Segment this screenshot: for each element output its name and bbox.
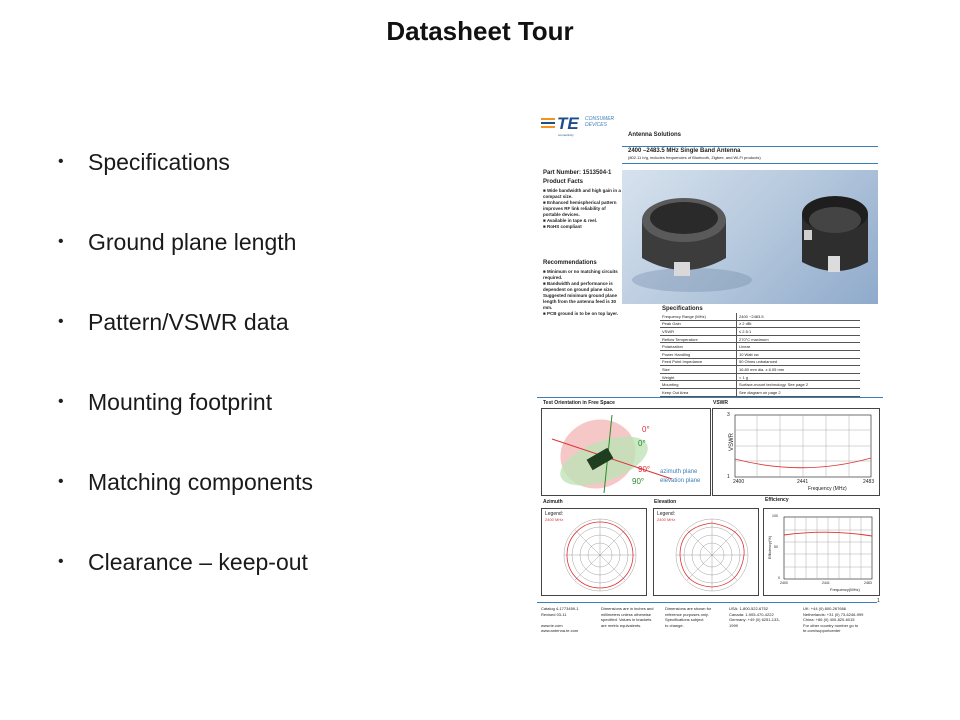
vswr-chart: [712, 408, 880, 496]
efficiency-title: Efficiency: [765, 497, 789, 503]
bullet-icon: •: [58, 153, 64, 170]
specs-table: [660, 313, 860, 397]
antenna-photo: [622, 170, 878, 304]
vswr-ytick: 3: [727, 412, 730, 418]
product-heading: 2400 –2483.5 MHz Single Band Antenna: [628, 148, 741, 154]
bullet-item: [58, 228, 313, 308]
legend-title: Legend:: [545, 511, 564, 517]
vswr-ylabel: VSWR: [729, 433, 735, 451]
bullet-list: [58, 148, 313, 628]
footer-rule: [537, 602, 877, 603]
bullet-item: [58, 548, 313, 628]
header-rule: [622, 163, 878, 164]
efficiency-ytick: 0: [778, 576, 780, 580]
rec-item: ■ PCB ground is to be on top layer.: [543, 311, 618, 316]
fact-item: ■ RoHS compliant: [543, 224, 582, 229]
efficiency-chart: [763, 508, 880, 596]
product-subheading: (802.11 b/g, includes frequencies of Bluetooth, Zigbee, and Wi-Fi products): [628, 155, 761, 160]
bullet-icon: •: [58, 553, 64, 570]
table-row: Peak Gain ≥ 2 dBi: [660, 320, 860, 328]
logo-subtext: connectivity: [558, 133, 574, 137]
datasheet-image: [537, 108, 883, 640]
part-number: Part Number: 1513504-1: [543, 170, 612, 176]
table-row: Feed Point Impedance 50 Ohms unbalanced: [660, 358, 860, 366]
angle-label: 0°: [638, 439, 646, 448]
footer-contacts-2: UK: +44 (0) 800-267666 Netherlands: +31 (0) 73-6246-999 China: +86 (0) 400-820-6015 For other country number go to te.com/supportcenter: [803, 606, 864, 633]
section-rule: [537, 397, 883, 398]
footer-reference: Dimensions are shown for reference purposes only. Specifications subject to change.: [665, 606, 712, 628]
fact-item: ■ Enhanced hemispherical pattern improves RF link reliability of portable devices.: [543, 200, 617, 217]
bullet-icon: •: [58, 233, 64, 250]
recs-list: [543, 269, 621, 317]
facts-list: [543, 188, 621, 230]
angle-label: 90°: [632, 477, 645, 486]
legend-item: 2400 MHz: [657, 517, 676, 522]
table-row: Keep Out Area See diagram on page 2: [660, 388, 860, 396]
angle-label: 90°: [638, 465, 651, 474]
efficiency-ytick: 100: [772, 514, 778, 518]
elevation-polar-plot: [653, 508, 759, 596]
facts-title: Product Facts: [543, 179, 584, 185]
bullet-icon: •: [58, 473, 64, 490]
efficiency-xtick: 2483: [864, 581, 872, 585]
fact-item: ■ Available in tape & reel.: [543, 218, 598, 223]
bullet-text: Ground plane length: [88, 229, 297, 255]
bullet-text: Matching components: [88, 469, 314, 495]
rec-item: ■ Bandwidth and performance is dependent on ground plane size. Suggested minimum ground plane length from the antenna feed is 30 mm.: [543, 281, 618, 310]
specs-title: Specifications: [662, 306, 703, 312]
table-row: Mounting Surface-mount technology. See page 2: [660, 381, 860, 389]
angle-label: 0°: [642, 425, 650, 434]
orientation-title: Test Orientation in Free Space: [543, 400, 615, 406]
bullet-icon: •: [58, 393, 64, 410]
vswr-title: VSWR: [713, 400, 728, 406]
elevation-plane-label: elevation plane: [660, 478, 701, 484]
bullet-icon: •: [58, 313, 64, 330]
fact-item: ■ Wide bandwidth and high gain in a compact size.: [543, 188, 621, 199]
te-logo: TE: [557, 114, 579, 133]
footer-catalog: Catalog 4-1773459-1 Revised 03-11 www.te.com www.antenna.te.com: [541, 606, 579, 633]
vswr-xlabel: Frequency (MHz): [808, 486, 847, 492]
page-number: 1: [877, 598, 880, 604]
logo-tagline: CONSUMER: [585, 116, 615, 122]
bullet-text: Clearance – keep-out: [88, 549, 308, 575]
bullet-item: [58, 148, 313, 228]
table-row: Size 16.80 mm dia. x 6.05 mm: [660, 366, 860, 374]
vswr-xtick: 2441: [797, 479, 809, 485]
footer-contacts-1: USA: 1-800-522-6752 Canada: 1-905-470-4222 Germany: +49 (0) 6251-133-1999: [729, 606, 780, 628]
elevation-title: Elevation: [654, 499, 677, 505]
azimuth-title: Azimuth: [543, 499, 563, 505]
vswr-ytick: 1: [727, 474, 730, 480]
table-row: Power Handling 10 Watt cw: [660, 350, 860, 358]
azimuth-plane-label: azimuth plane: [660, 469, 698, 475]
recs-title: Recommendations: [543, 260, 597, 266]
bullet-item: [58, 388, 313, 468]
table-row: VSWR ≤ 2.5:1: [660, 328, 860, 336]
bullet-item: [58, 468, 313, 548]
bullet-text: Pattern/VSWR data: [88, 309, 289, 335]
bullet-text: Specifications: [88, 149, 230, 175]
azimuth-polar-plot: [541, 508, 647, 596]
section-title: Antenna Solutions: [628, 132, 681, 138]
slide-title: Datasheet Tour: [386, 16, 574, 46]
header-rule: [622, 146, 878, 147]
footer-dimensions: Dimensions are in inches and millimeters unless otherwise specified. Values in brackets are metric equivalents.: [601, 606, 654, 628]
table-row: Weight < 1 g: [660, 373, 860, 381]
rec-item: ■ Minimum or no matching circuits required.: [543, 269, 618, 280]
bullet-text: Mounting footprint: [88, 389, 273, 415]
logo-tagline: DEVICES: [585, 122, 607, 128]
table-row: Frequency Range (MHz) 2400 ~2483.5: [660, 313, 860, 320]
efficiency-xtick: 2400: [780, 581, 788, 585]
legend-item: 2400 MHz: [545, 517, 564, 522]
efficiency-xlabel: Frequency(MHz): [830, 587, 860, 592]
table-row: Reflow Temperature 270°C maximum: [660, 335, 860, 343]
te-logo-icon: [541, 118, 555, 130]
orientation-diagram: [541, 408, 711, 496]
efficiency-ytick: 50: [774, 545, 778, 549]
table-row: Polarization Linear: [660, 343, 860, 351]
efficiency-ylabel: Efficiency(%): [767, 535, 773, 560]
vswr-xtick: 2400: [733, 479, 745, 485]
legend-title: Legend:: [657, 511, 676, 517]
bullet-item: [58, 308, 313, 388]
efficiency-xtick: 2441: [822, 581, 830, 585]
vswr-xtick: 2483: [863, 479, 875, 485]
